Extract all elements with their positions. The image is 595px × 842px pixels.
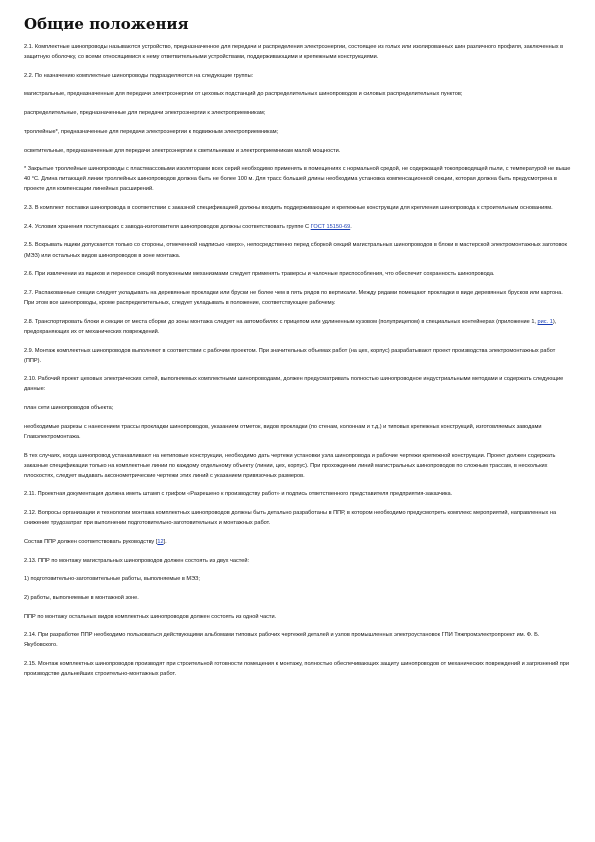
paragraph	[24, 71, 571, 81]
paragraph	[24, 489, 571, 499]
paragraph-text: 1) подготовительно-заготовительные работы, выполняемые в МЭЗ;	[24, 576, 200, 583]
paragraph	[24, 269, 571, 279]
paragraph	[24, 593, 571, 603]
paragraph	[24, 403, 571, 413]
document-page	[24, 14, 571, 688]
paragraph-text: 2.6. При извлечении из ящиков и переносе секций полуконными механизмами следует применять траверсы и чалочные приспособления, что обеспечит сохранность шинопровода.	[24, 271, 495, 278]
paragraph-text: 2.4. Условия хранения поступающих с завода-изготовителя шинопроводов должны соответствовать группе С	[24, 223, 311, 230]
paragraph	[24, 108, 571, 118]
paragraph	[24, 612, 571, 622]
paragraph-text: 2.11. Проектная документация должна иметь штамп с грифом «Разрешено к производству работ» и подпись ответственного представителя предприятия-заказчика.	[24, 491, 453, 498]
paragraph	[24, 146, 571, 156]
paragraph	[24, 537, 571, 547]
paragraph-text: 2.3. В комплект поставки шинопровода в соответствии с заказной спецификацией должны входить поддерживающие и крепежные конструкции для крепления шинопровода к строительным основаниям.	[24, 205, 553, 212]
document-body	[24, 42, 571, 679]
page-title: Общие положения	[24, 15, 189, 33]
paragraph-text: 2.13. ППР по монтажу магистральных шинопроводов должен состоять из двух частей:	[24, 557, 250, 564]
paragraph	[24, 203, 571, 213]
paragraph-text: 2.12. Вопросы организации и технологии монтажа комплектных шинопроводов должны быть детально разработаны в ППР, в котором необходимо предусмотреть комплекс мероприятий, направленных на снижение трудозатрат при выполнении подготовительно-заготовительных и монтажных работ.	[24, 510, 557, 527]
paragraph-text: 2.1. Комплектные шинопроводы называются устройство, предназначенное для передачи и распределения электроэнергии, состоящее из голых или изолированных шин различного профиля, заключенных в защитную оболочку, со всеми относящимися к нему ответвительными устройствами, поддерживающими и крепежными конструкциями.	[24, 44, 564, 61]
paragraph-text: .	[350, 223, 352, 230]
paragraph	[24, 630, 571, 650]
paragraph	[24, 42, 571, 62]
paragraph-text: Состав ППР должен соответствовать руководству [	[24, 538, 158, 545]
paragraph-text: 2.7. Распакованные секции следует укладывать на деревянные прокладки или бруски не более чем в пять рядов по вертикали. Между рядами помещают прокладки в виде деревянных брусков или картона. При этом все шинопроводы, кроме распределительных, следует укладывать в положение, соответствующее рабочему.	[24, 289, 563, 307]
paragraph-text: необходимые разрезы с нанесением трассы прокладки шинопроводов, указанием отметок, видов прокладки (по стенам, колоннам и т.д.) и типовых крепежных конструкций, изготовляемых заводами Главэлектромонтажа.	[24, 423, 542, 440]
paragraph	[24, 422, 571, 442]
paragraph-text: 2.10. Рабочий проект цеховых электрических сетей, выполняемых комплектными шинопроводами, должен предусматривать полностью шинопроводное индустриальными методами и содержать следующие данные:	[24, 376, 564, 393]
paragraph-text: 2.2. По назначению комплектные шинопроводы подразделяются на следующие группы:	[24, 72, 254, 79]
paragraph-text: 2.9. Монтаж комплектных шинопроводов выполняют в соответствии с рабочим проектом. При значительных объемах работ (на цех, корпус) разрабатывают проект производства электромонтажных работ (ППР).	[24, 347, 556, 364]
paragraph-text: 2) работы, выполняемые в монтажной зоне.	[24, 594, 139, 601]
paragraph-text: ].	[163, 538, 167, 545]
reference-link[interactable]: ГОСТ 15150-69	[310, 223, 351, 230]
paragraph	[24, 374, 571, 394]
reference-link[interactable]: 12	[157, 538, 164, 545]
paragraph-text: ), предохраняющих их от механических повреждений.	[24, 318, 557, 335]
paragraph-text: В тех случаях, когда шинопровод устанавливают на нетиповые конструкции, необходимо дать чертежи установки узла шинопровода и рабочие чертежи крепежной конструкции. Проект должен содержать заказные спецификации только на комплектные линии по каждому отдельному объекту (линии, цех, корпус). При прохождении линий магистральных шинопроводов по сложным трассам, в нескольких плоскостях, следует выдавать аксонометрические чертежи этих линий с указанием привязочных размеров.	[24, 452, 556, 479]
paragraph	[24, 346, 571, 366]
paragraph	[24, 89, 571, 99]
paragraph	[24, 240, 571, 260]
paragraph-text: 2.14. При разработке ППР необходимо пользоваться действующими альбомами типовых рабочих чертежей деталей и узлов промышленных электроустановок ГПИ Тяжпромэлектропроект им. Ф. Б. Якубовского.	[24, 632, 540, 649]
paragraph	[24, 508, 571, 528]
paragraph-text: осветительные, предназначенные для передачи электроэнергии к светильникам и электроприемникам малой мощности.	[24, 147, 341, 154]
paragraph-text: 2.15. Монтаж комплектных шинопроводов производят при строительной готовности помещения к монтажу, полностью обеспечивающих защиту шинопроводов от механических повреждений и загрязнений при производстве дальнейших строительно-монтажных работ.	[24, 661, 570, 678]
paragraph-text: магистральные, предназначенные для передачи электроэнергии от цеховых подстанций до распределительных шинопроводов и силовых распределительных пунктов;	[24, 91, 463, 98]
paragraph	[24, 556, 571, 566]
reference-link[interactable]: рис. 1	[537, 318, 553, 325]
paragraph	[24, 659, 571, 679]
paragraph	[24, 222, 571, 232]
paragraph-text: 2.5. Вскрывать ящики допускается только со стороны, отмеченной надписью «верх», непосредственно перед сборкой секций магистральных шинопроводов в блоки в мастерской электромонтажных заготовок (МЭЗ) или остальных видов шинопроводов в зоне монтажа.	[24, 242, 567, 259]
paragraph	[24, 288, 571, 308]
paragraph	[24, 574, 571, 584]
paragraph-text: ППР по монтажу остальных видов комплектных шинопроводов должен состоять из одной части.	[24, 613, 277, 620]
paragraph	[24, 127, 571, 137]
paragraph-text: план сети шинопроводов объекта;	[24, 405, 114, 412]
paragraph-text: троллейные*, предназначенные для передачи электроэнергии к подвижным электроприемникам;	[24, 128, 279, 135]
paragraph-text: распределительные, предназначенные для передачи электроэнергии к электроприемникам;	[24, 110, 266, 117]
paragraph	[24, 451, 571, 481]
paragraph	[24, 164, 571, 194]
paragraph-text: 2.8. Транспортировать блоки и секции от места сборки до зоны монтажа следует на автомобилях с прицепом или удлиненным кузовом (полуприцепом) в специальных контейнерах (приложение 1,	[24, 318, 538, 325]
paragraph-text: * Закрытые троллейные шинопроводы с пластмассовыми изоляторами всех серий необходимо применять в помещениях с нормальной средой, не содержащей токопроводящей пыли, с температурой не выше 40 °С. Длина питающей линии троллейных шинопроводов должна быть не более 100 м. Для трасс большей длины необходима установка компенсационной секции, которая должна быть предусмотрена в проекте для компенсации линейных расширений.	[24, 166, 571, 193]
paragraph	[24, 317, 571, 337]
